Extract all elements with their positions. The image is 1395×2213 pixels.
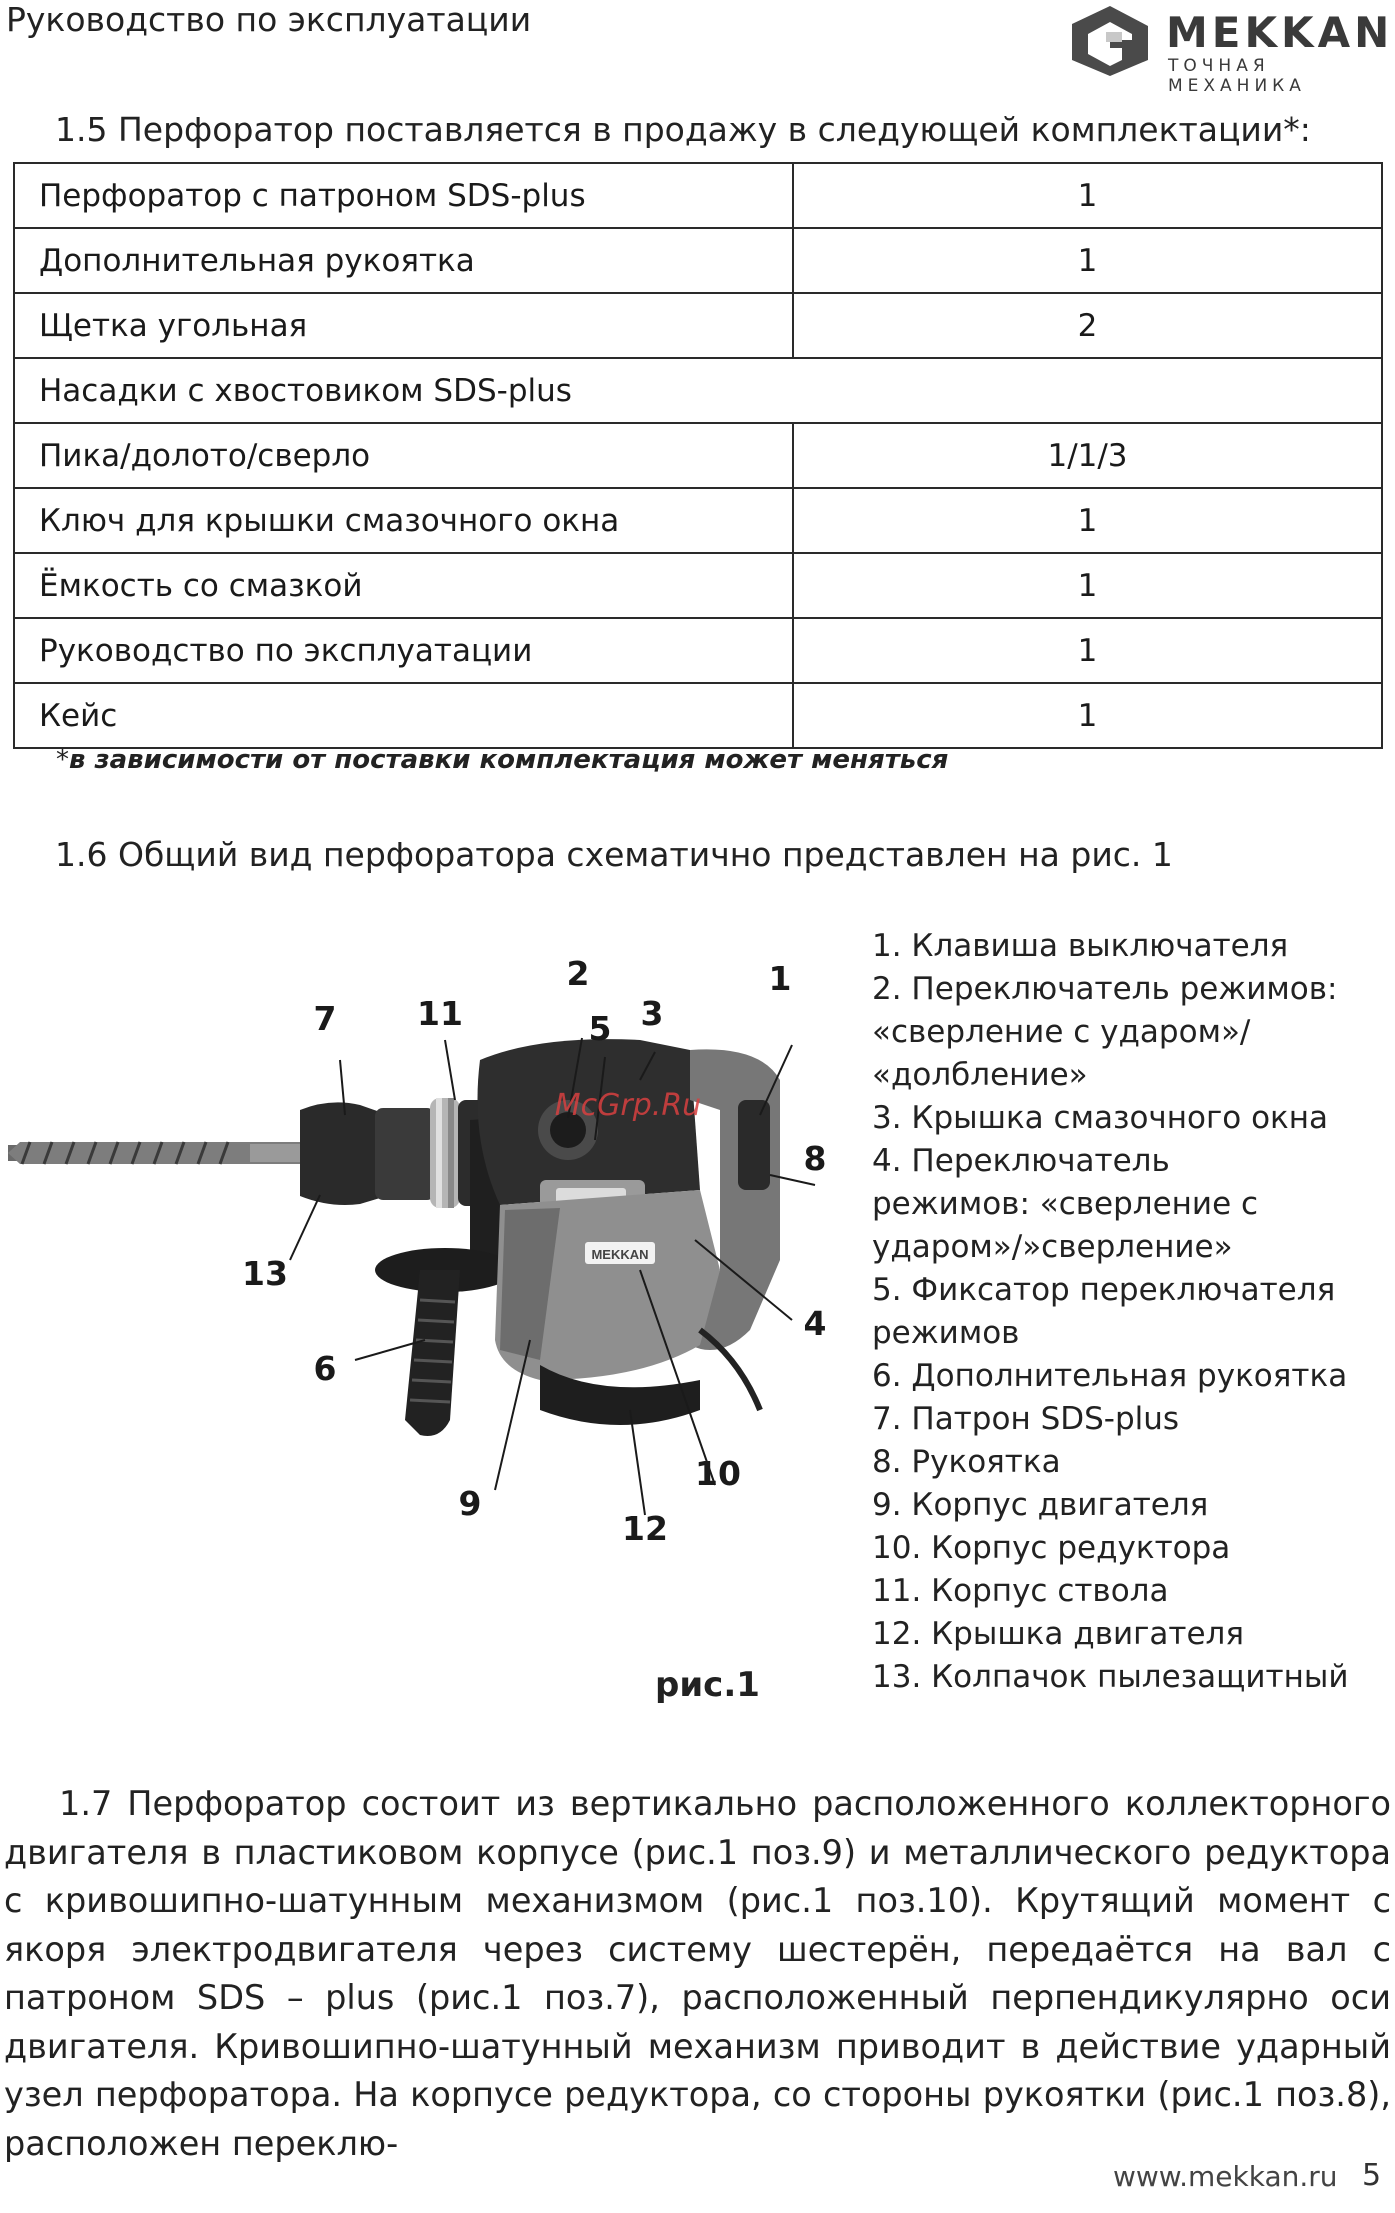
table-row (14, 358, 1382, 423)
callout-5: 5 (588, 1009, 612, 1048)
table-cell-qty: 2 (793, 293, 1382, 358)
legend-line: режимов: «сверление с (872, 1186, 1259, 1222)
legend-line: 9. Корпус двигателя (872, 1487, 1209, 1523)
brand-logo (1062, 2, 1394, 96)
footnote-text: в зависимости от поставки комплектация может меняться (69, 745, 949, 775)
table-cell-qty: 1 (793, 553, 1382, 618)
legend-line: 12. Крышка двигателя (872, 1616, 1244, 1652)
callout-13: 13 (242, 1254, 288, 1293)
table-cell-qty: 1 (793, 488, 1382, 553)
table-cell-item: Дополнительная рукоятка (14, 228, 793, 293)
section-1-7-text: 1.7 Перфоратор состоит из вертикально расположенного коллекторного двигателя в пластиковом корпусе (рис.1 поз.9) и металлического редуктора с кривошипно-шатунным механизмом (рис.1 поз.10). Крутящий момент с якоря электродвигателя через систему шестерён, передаётся на вал с патроном SDS – plus (рис.1 поз.7), расположенный перпендикулярно оси двигателя. Кривошипно-шатунный механизм приводит в действие ударный узел перфоратора. На корпусе редуктора, со стороны рукоятки (рис.1 поз.8), расположен переклю- (4, 1784, 1391, 2163)
callout-8: 8 (803, 1139, 827, 1178)
legend-line: 3. Крышка смазочного окна (872, 1100, 1329, 1136)
page-number: 5 (1362, 2158, 1382, 2193)
legend-line: «долбление» (872, 1057, 1088, 1093)
legend-line: «сверление с ударом»/ (872, 1014, 1251, 1050)
table-cell-qty: 1 (793, 683, 1382, 748)
figure-caption: рис.1 (655, 1665, 760, 1705)
callout-4: 4 (803, 1304, 827, 1343)
figure-legend (872, 925, 1372, 1699)
callout-1: 1 (768, 959, 792, 998)
legend-line: 8. Рукоятка (872, 1444, 1061, 1480)
legend-line: 13. Колпачок пылезащитный (872, 1659, 1349, 1695)
callout-2: 2 (566, 954, 590, 993)
section-1-5-heading: 1.5 Перфоратор поставляется в продажу в следующей комплектации*: (55, 110, 1311, 149)
logo-hexagon-icon (1062, 2, 1158, 78)
section-1-6-heading: 1.6 Общий вид перфоратора схематично представлен на рис. 1 (55, 835, 1173, 874)
table-row (14, 683, 1382, 748)
callout-10: 10 (695, 1454, 741, 1493)
table-row (14, 488, 1382, 553)
table-cell-qty: 1 (793, 228, 1382, 293)
table-cell-item: Перфоратор с патроном SDS-plus (14, 163, 793, 228)
table-cell-item: Насадки с хвостовиком SDS-plus (14, 358, 1382, 423)
footer-website: www.mekkan.ru (1113, 2160, 1338, 2193)
table-cell-qty: 1 (793, 618, 1382, 683)
kit-table (13, 162, 1383, 749)
table-cell-item: Ёмкость со смазкой (14, 553, 793, 618)
legend-line: 2. Переключатель режимов: (872, 971, 1338, 1007)
legend-line: 1. Клавиша выключателя (872, 928, 1289, 964)
table-cell-item: Щетка угольная (14, 293, 793, 358)
legend-line: 4. Переключатель (872, 1143, 1170, 1179)
document-header-title: Руководство по эксплуатации (6, 0, 532, 39)
table-row (14, 423, 1382, 488)
table-cell-item: Кейс (14, 683, 793, 748)
drill-bit (8, 1142, 310, 1164)
table-cell-item: Пика/долото/сверло (14, 423, 793, 488)
rotary-hammer-figure (0, 940, 870, 1560)
logo-tagline: ТОЧНАЯ МЕХАНИКА (1168, 56, 1306, 96)
table-row (14, 618, 1382, 683)
legend-line: режимов (872, 1315, 1020, 1351)
table-row (14, 293, 1382, 358)
kit-footnote (56, 745, 948, 775)
callout-6: 6 (313, 1349, 337, 1388)
legend-line: 6. Дополнительная рукоятка (872, 1358, 1348, 1394)
legend-line: ударом»/»сверление» (872, 1229, 1233, 1265)
callout-11: 11 (417, 994, 463, 1033)
table-cell-qty: 1/1/3 (793, 423, 1382, 488)
callout-9: 9 (458, 1484, 482, 1523)
callout-7: 7 (313, 999, 337, 1038)
section-1-7-paragraph (4, 1780, 1391, 2168)
table-row (14, 163, 1382, 228)
watermark: McGrp.Ru (554, 1088, 702, 1123)
table-cell-qty: 1 (793, 163, 1382, 228)
tool-badge-text: MEKKAN (591, 1247, 649, 1262)
legend-line: 7. Патрон SDS-plus (872, 1401, 1180, 1437)
chuck (300, 1098, 498, 1208)
table-row (14, 553, 1382, 618)
callout-3: 3 (640, 994, 664, 1033)
table-cell-item: Ключ для крышки смазочного окна (14, 488, 793, 553)
footnote-star: * (56, 745, 69, 775)
table-cell-item: Руководство по эксплуатации (14, 618, 793, 683)
logo-wordmark: MEKKAN (1166, 8, 1394, 57)
legend-line: 11. Корпус ствола (872, 1573, 1169, 1609)
gearbox-housing (478, 1039, 701, 1216)
legend-line: 10. Корпус редуктора (872, 1530, 1231, 1566)
legend-line: 5. Фиксатор переключателя (872, 1272, 1336, 1308)
callout-12: 12 (622, 1509, 668, 1548)
table-row (14, 228, 1382, 293)
rotary-hammer-illustration (0, 940, 870, 1560)
